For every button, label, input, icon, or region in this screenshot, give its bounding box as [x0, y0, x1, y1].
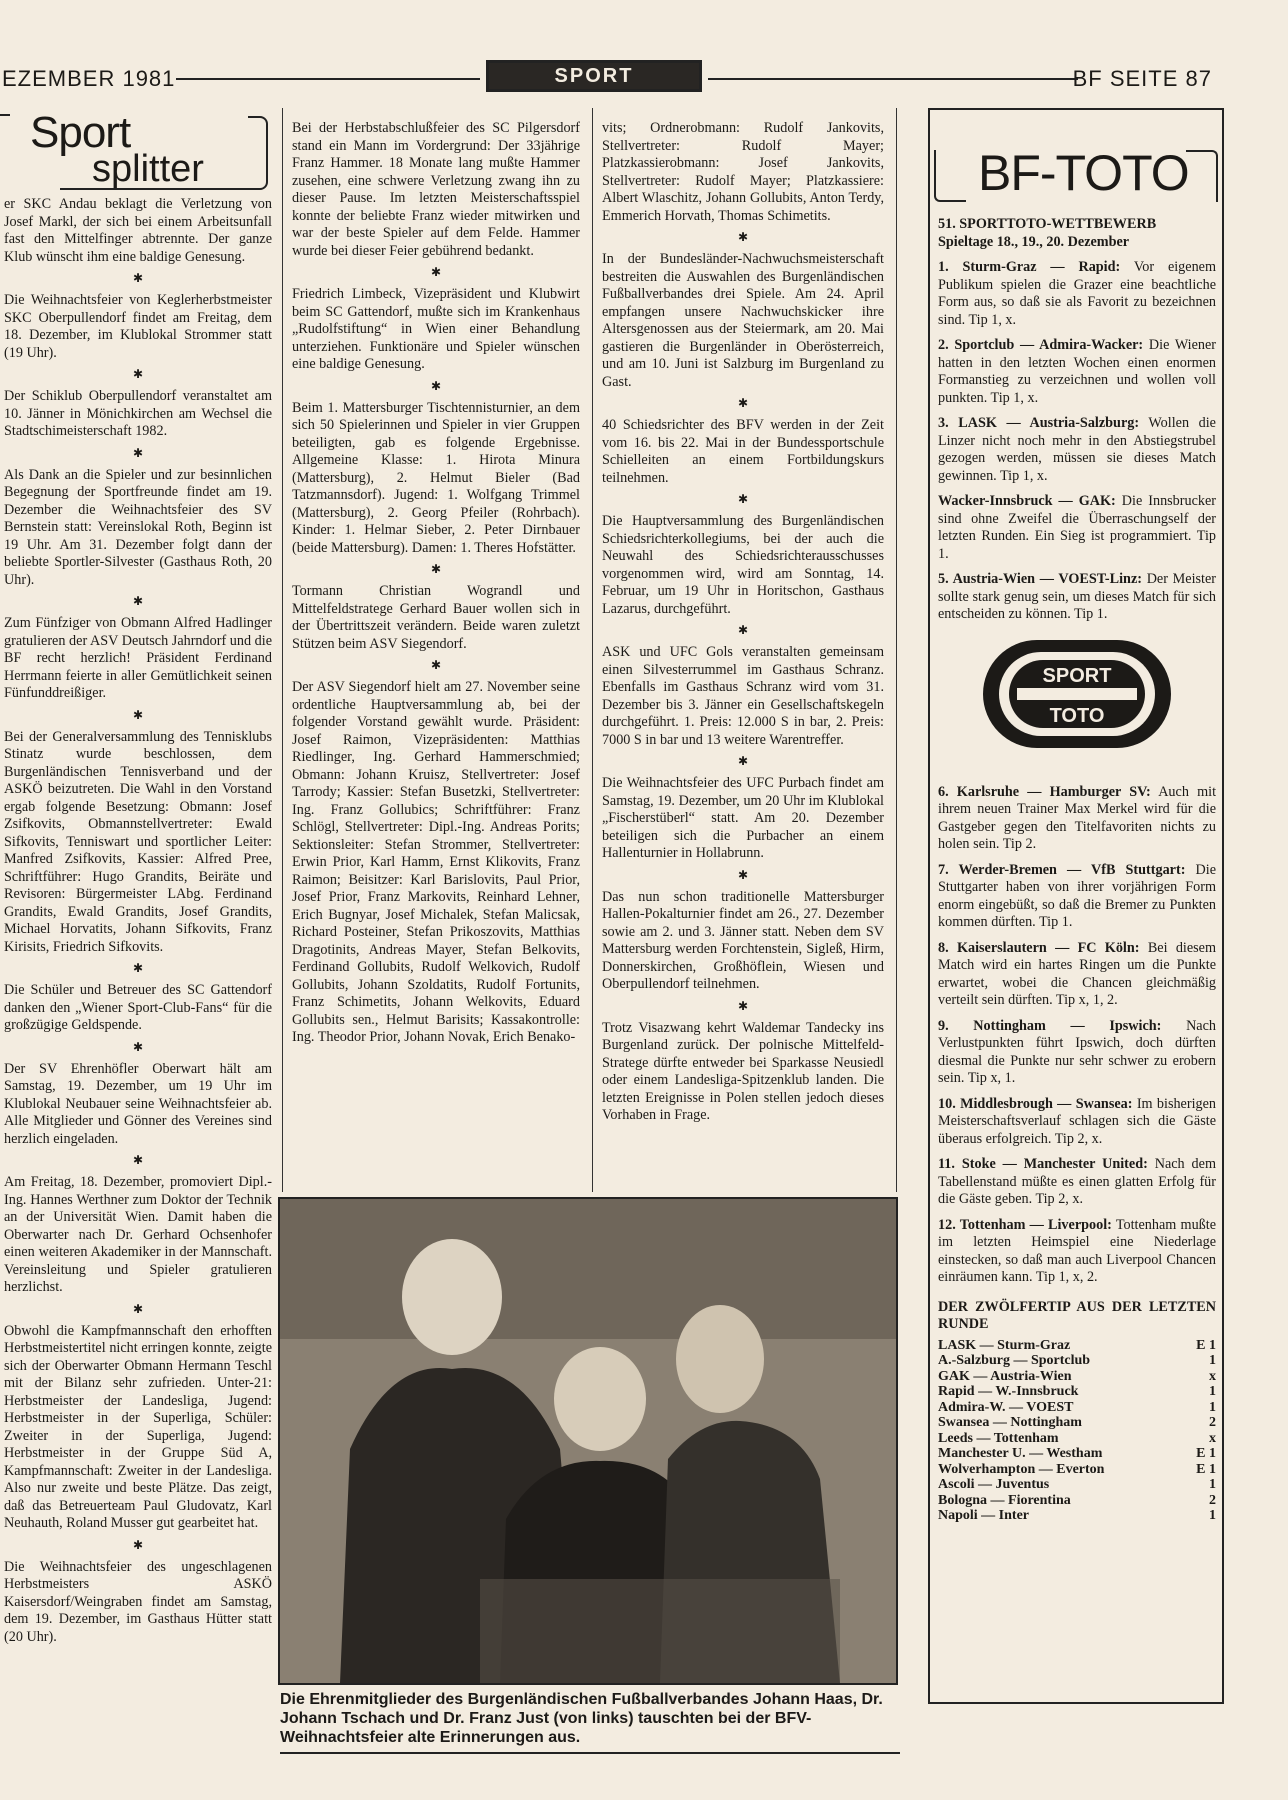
- toto-game: [938, 862, 1216, 932]
- separator-star: ✱: [132, 445, 144, 460]
- separator-star: ✱: [132, 1537, 144, 1552]
- separator-star: ✱: [132, 594, 144, 608]
- header-rule-right: [708, 78, 1078, 80]
- separator-star: ✱: [430, 658, 442, 672]
- tip-result: E 1: [1196, 1337, 1216, 1353]
- tip-result: 1: [1209, 1353, 1216, 1368]
- toto-game: [938, 259, 1216, 329]
- article: Bei der Herbstabschlußfeier des SC Pilgersdorf stand ein Mann im Vordergrund: Der 33jährige Franz Hammer. 18 Monate lang mußte Hammer zusehen, eine schwere Verletzung zwang ihn zu dieser Pause. Im letzten Meisterschaftsspiel konnte der beliebte Franz wieder mitwirken und war der beste Spieler auf dem Felde. Hammer wurde bei dieser Feier gebührend bedankt.: [292, 120, 580, 259]
- tip-game: Napoli — Inter: [938, 1508, 1029, 1523]
- caption-rule: [280, 1752, 900, 1754]
- photo-caption: Die Ehrenmitglieder des Burgenländischen Fußballverbandes Johann Haas, Dr. Johann Tschach und Dr. Franz Just (von links) tauschten bei der BFV-Weihnachtsfeier alte Erinnerungen aus.: [280, 1691, 883, 1746]
- header-rule-left: [176, 78, 480, 80]
- section-title: SPORT: [554, 65, 634, 87]
- sport-toto-logo: [977, 634, 1177, 754]
- toto-game: [938, 1217, 1216, 1287]
- article: In der Bundesländer-Nachwuchsmeisterschaft bestreiten die Auswahlen des Burgenländischen Fußballverbandes drei Spiele. Am 24. April empfangen unsere Nachwuchskicker ihre Altersgenossen aus der Steiermark, am 20. Mai gastieren die Burgenländer in Oberösterreich, und am 10. Juni ist Salzburg im Burgenland zu Gast.: [602, 251, 884, 390]
- toto-game: [938, 337, 1216, 407]
- toto-game-text: Die Wiener hatten in den letzten Wochen einen enormen Formanstieg zu verzeichnen und wollen voll punkten. Tip 1, x.: [938, 337, 1217, 406]
- toto-game-match: 11. Stoke — Manchester United:: [938, 1156, 1148, 1172]
- separator-star: ✱: [132, 961, 144, 975]
- table-row: [938, 1400, 1216, 1416]
- separator-star: ✱: [430, 265, 442, 279]
- toto-game: [938, 571, 1216, 624]
- separator-star: ✱: [132, 1301, 144, 1316]
- table-row: [938, 1415, 1216, 1431]
- column-rule: [896, 108, 897, 1192]
- separator-star: ✱: [132, 1039, 144, 1054]
- photo-image: [280, 1199, 896, 1683]
- table-row: [938, 1431, 1216, 1447]
- toto-game-text: Tottenham mußte im letzten Heimspiel eine Niederlage einstecken, so daß man auch Liverpool Chancen einräumen kann. Tip 1, x, 2.: [938, 1216, 1216, 1285]
- section-banner: [486, 60, 702, 92]
- separator-star: ✱: [737, 230, 749, 244]
- tip-game: A.-Salzburg — Sportclub: [938, 1353, 1091, 1368]
- column-3: [602, 120, 884, 1128]
- tip-game: Rapid — W.-Innsbruck: [938, 1384, 1079, 1399]
- toto-heading: [934, 142, 1220, 202]
- article: Der Schiklub Oberpullendorf veranstaltet am 10. Jänner in Mönichkirchen am Wechsel die Stadtschimeisterschaft 1982.: [4, 388, 272, 439]
- sportsplitter-heading: [0, 108, 268, 190]
- tip-result: 1: [1209, 1508, 1216, 1523]
- tip-result: E 1: [1196, 1446, 1216, 1461]
- toto-game-match: 9. Nottingham — Ipswich:: [938, 1017, 1162, 1034]
- toto-game-text: Die Innsbrucker sind ohne Zweifel die Überraschungself der letzten Runden. Ein Sieg ist programmiert. Tip 1.: [938, 493, 1217, 562]
- separator-star: ✱: [737, 998, 749, 1013]
- column-rule: [592, 108, 593, 1192]
- separator-star: ✱: [430, 378, 442, 393]
- tip-result: 1: [1209, 1384, 1216, 1399]
- toto-game-match: 1. Sturm-Graz — Rapid:: [938, 259, 1121, 275]
- separator-star: ✱: [430, 562, 442, 576]
- tip-heading: DER ZWÖLFERTIP AUS DER LETZTEN RUNDE: [938, 1298, 1216, 1332]
- tip-game: Leeds — Tottenham: [938, 1430, 1059, 1446]
- tip-result: 2: [1209, 1492, 1216, 1508]
- toto-title: 51. SPORTTOTO-WETTBEWERB: [938, 216, 1157, 232]
- article: Am Freitag, 18. Dezember, promoviert Dipl.-Ing. Hannes Werthner zum Doktor der Technik an der Universität Wien. Damit haben die Oberwarter nach Dr. Gerhard Ochsenhofer einen weiteren Akademiker in der Mannschaft. Vereinsleitung und Spieler gratulieren herzlichst.: [4, 1174, 272, 1295]
- header-page-number: BF SEITE 87: [1072, 66, 1212, 91]
- toto-game-text: Wollen die Linzer nicht noch mehr in den Abstiegstrubel gezogen werden, müssen sie dieses Match gewinnen. Tip 1, x.: [938, 415, 1216, 484]
- separator-star: ✱: [132, 1153, 144, 1167]
- tip-game: Ascoli — Juventus: [938, 1477, 1050, 1492]
- article: vits; Ordnerobmann: Rudolf Jankovits, Stellvertreter: Rudolf Mayer; Platzkassierobmann: Josef Jankovits, Stellvertreter: Rudolf Mayer; Platzkassiere: Albert Wlaschitz, Johann Gollubits, Anton Terdy, Emmerich Horvath, Thomas Schimetits.: [602, 120, 884, 224]
- toto-game-match: 2. Sportclub — Admira-Wacker:: [938, 337, 1144, 353]
- table-row: [938, 1446, 1216, 1462]
- separator-star: ✱: [132, 367, 144, 381]
- toto-game: [938, 1156, 1216, 1209]
- logo-text-bottom: TOTO: [1049, 704, 1105, 727]
- column-2: [292, 120, 580, 1050]
- article: Tormann Christian Wograndl und Mittelfeldstratege Gerhard Bauer wollen sich in der Übertrittszeit verändern. Beide waren zuletzt Stützen beim ASV Siegendorf.: [292, 583, 580, 652]
- toto-game: [938, 940, 1216, 1010]
- separator-star: ✱: [737, 492, 749, 506]
- article: Der ASV Siegendorf hielt am 27. November seine ordentliche Hauptversammlung ab, bei der folgender Vorstand gewählt wurde. Präsident: Josef Raimon, Vizepräsidenten: Matthias Riedlinger, Ing. Gerhard Hammerschmied; Obmann: Johann Kruisz, Stellvertreter: Josef Tarrody; Kassier: Stefan Busetzki, Stellvertreter: Ing. Franz Gollubics; Schriftführer: Franz Schlögl, Stellvertreter: Dipl.-Ing. Andreas Porits; Sektionsleiter: Stefan Strommer, Stellvertreter: Erwin Prior, Karl Hamm, Ernst Klikovits, Franz Raimon; Beisitzer: Karl Barislovits, Paul Prior, Josef Prior, Franz Markovits, Reinhard Lehner, Erich Bugnyar, Josef Michalek, Stefan Malicsak, Richard Posteiner, Stefan Prikoszovits, Matthias Dragotinits, Andreas Mayer, Stefan Belkovits, Ferdinand Gollubits, Rudolf Welkovich, Rudolf Gollubits, Johann Szoldatits, Rudolf Fortunits, Franz Schimetits, Johann Welkovits, Eduard Gollubits sen., Helmut Barisits; Kassakontrolle: Ing. Theodor Prior, Johann Novak, Erich Benako-: [292, 679, 580, 1045]
- toto-game: [938, 1096, 1216, 1149]
- table-row: [938, 1477, 1216, 1493]
- table-row: [938, 1493, 1216, 1509]
- toto-game: [938, 493, 1216, 563]
- article: Die Weihnachtsfeier des UFC Purbach findet am Samstag, 19. Dezember, um 20 Uhr im Klublokal „Fischerstüberl“ statt. Am 20. Dezember beteiligen sich die Purbacher an einem Hallenturnier in Hollabrunn.: [602, 775, 884, 861]
- toto-game: [938, 415, 1216, 485]
- tip-result: x: [1209, 1430, 1216, 1446]
- toto-game-match: 7. Werder-Bremen — VfB Stuttgart:: [938, 861, 1186, 878]
- heading-line2: splitter: [92, 148, 204, 190]
- tip-result: 1: [1209, 1399, 1216, 1415]
- article: Die Weihnachtsfeier von Keglerherbstmeister SKC Oberpullendorf findet am Freitag, dem 18. Dezember, im Klublokal Strommer statt (19 Uhr).: [4, 292, 272, 361]
- toto-game-match: 12. Tottenham — Liverpool:: [938, 1216, 1112, 1233]
- table-row: [938, 1508, 1216, 1524]
- column-rule: [282, 108, 283, 1192]
- toto-game-text: Bei diesem Match wird ein hartes Ringen um die Punkte erwartet, wobei die Chancen gleichmäßig verteilt sein dürften. Tip x, 1, 2.: [938, 939, 1217, 1008]
- toto-game-match: 6. Karlsruhe — Hamburger SV:: [938, 783, 1151, 800]
- separator-star: ✱: [132, 707, 144, 722]
- tip-game: Admira-W. — VOEST: [938, 1399, 1074, 1415]
- tip-game: LASK — Sturm-Graz: [938, 1337, 1071, 1353]
- toto-game-text: Nach Verlustpunkten führt Ipswich, doch dürften diesmal die Punkte nur sehr schwer zu erobern sein. Tip x, 1.: [938, 1017, 1216, 1086]
- toto-game-match: 10. Middlesbrough — Swansea:: [938, 1095, 1133, 1112]
- toto-game-text: Die Stuttgarter haben von ihrer vorjährigen Form enorm eingebüßt, so daß die Bremer zu Punkten kommen dürften. Tip 1.: [938, 861, 1217, 930]
- toto-game: [938, 1018, 1216, 1088]
- tip-game: Swansea — Nottingham: [938, 1415, 1082, 1430]
- photo: [278, 1197, 898, 1685]
- article: Die Weihnachtsfeier des ungeschlagenen Herbstmeisters ASKÖ Kaisersdorf/Weingraben findet am Samstag, dem 19. Dezember, im Gasthaus Hütter statt (20 Uhr).: [4, 1558, 272, 1645]
- table-row: [938, 1369, 1216, 1385]
- tip-game: Bologna — Fiorentina: [938, 1492, 1071, 1508]
- logo-text-top: SPORT: [1042, 664, 1112, 687]
- table-row: [938, 1462, 1216, 1478]
- tip-result: E 1: [1196, 1461, 1216, 1477]
- table-row: [938, 1384, 1216, 1400]
- tip-table: [938, 1338, 1216, 1524]
- toto-game-text: Auch mit ihrem neuen Trainer Max Merkel wird für die Gastgeber gegen den Titelfavoriten nichts zu holen sein. Tip 2.: [938, 783, 1217, 852]
- article: er SKC Andau beklagt die Verletzung von Josef Markl, der sich bei einem Arbeitsunfall fast den Mittelfinger abtrennte. Der ganze Klub wünscht ihm eine baldige Genesung.: [4, 196, 272, 265]
- toto-game: [938, 784, 1216, 854]
- tip-game: Wolverhampton — Everton: [938, 1461, 1105, 1477]
- article: Obwohl die Kampfmannschaft den erhofften Herbstmeistertitel nicht erringen konnte, zeigte sich der Oberwarter Obmann Hermann Teschl mit der Bilanz sehr zufrieden. Unter-21: Herbstmeister der Landesliga, Jugend: Herbstmeister in der Superliga, Schüler: Zweiter in der Superliga, Jugend: Herbstmeister in der Gruppe Süd A, Kampfmannschaft: Zweiter in der Landesliga. Also nur zweite und beste Plätze. Das zeigt, daß das Betreuerteam Paul Gludovatz, Karl Neuhauth, Roland Musser gut gearbeitet hat.: [4, 1322, 272, 1531]
- toto-heading-text: BF-TOTO: [978, 145, 1189, 201]
- separator-star: ✱: [737, 623, 749, 637]
- article: Zum Fünfziger von Obmann Alfred Hadlinger gratulieren der ASV Deutsch Jahrndorf und die BF recht herzlich! Präsident Ferdinand Herrmann feierte in aller Gemütlichkeit seinen Fünfunddreißiger.: [4, 615, 272, 701]
- tip-result: 1: [1209, 1477, 1216, 1492]
- article: Als Dank an die Spieler und zur besinnlichen Begegnung der Sportfreunde findet am 19. Dezember die Weihnachtsfeier des SV Bernstein statt: Vereinslokal Roth, Beginn ist 19 Uhr. Am 31. Dezember folgt dann der beliebte Sportler-Silvester (Gasthaus Roth, 20 Uhr).: [4, 466, 272, 588]
- column-1: [4, 196, 272, 1649]
- tip-game: Manchester U. — Westham: [938, 1446, 1103, 1461]
- article: Trotz Visazwang kehrt Waldemar Tandecky ins Burgenland zurück. Der polnische Mittelfeld-Stratege dürfte entweder bei Sparkasse Neusiedl oder einem Landesliga-Spitzenklub landen. Die letzten Ereignisse in Polen stellen jedoch dieses Vorhaben in Frage.: [602, 1019, 884, 1123]
- separator-star: ✱: [132, 271, 144, 285]
- separator-star: ✱: [737, 867, 749, 882]
- tip-result: x: [1209, 1368, 1216, 1384]
- article: ASK und UFC Gols veranstalten gemeinsam einen Silvesterrummel im Gasthaus Schranz. Ebenfalls im Gasthaus Schranz wird vom 31. Dezember bis 3. Jänner ein Gesellschaftskegeln durchgeführt. 1. Preis: 12.000 S in bar, 2. Preis: 7000 S in bar und 13 weitere Warentreffer.: [602, 644, 884, 748]
- toto-game-text: Vor eigenem Publikum spielen die Grazer eine beachtliche Form aus, so daß sie als Favorit zu bezeichnen sind. Tip 1, x.: [938, 259, 1217, 328]
- toto-game-match: 5. Austria-Wien — VOEST-Linz:: [938, 571, 1142, 587]
- tip-result: 2: [1209, 1415, 1216, 1430]
- separator-star: ✱: [737, 754, 749, 768]
- article: Bei der Generalversammlung des Tennisklubs Stinatz wurde beschlossen, dem Burgenländischen Tennisverband und der ASKÖ beizutreten. Die Wahl in den Vorstand ergab folgende Besetzung: Obmann: Josef Zsifkovits, Obmannstellvertreter: Ewald Sifkovits, Tenniswart und sportlicher Leiter: Manfred Zsifkovits, Kassier: Alfred Pree, Schriftführer: Hugo Grandits, Beiräte und Revisoren: Bürgermeister LAbg. Ferdinand Grandits, Ewald Grandits, Josef Grandits, Michael Horvatits, Johann Sifkovits, Franz Kirisits, Friedrich Sifkovits.: [4, 728, 272, 955]
- table-row: [938, 1353, 1216, 1369]
- article: 40 Schiedsrichter des BFV werden in der Zeit vom 16. bis 22. Mai in der Bundessportschule Schielleiten an einem Fortbildungskurs teilnehmen.: [602, 417, 884, 486]
- table-row: [938, 1338, 1216, 1354]
- toto-game-match: 3. LASK — Austria-Salzburg:: [938, 415, 1140, 431]
- page-header: [0, 60, 1288, 96]
- toto-game-text: Im bisherigen Meisterschaftsverlauf schlagen sich die Gäste überaus erfolgreich. Tip 2, x.: [938, 1095, 1217, 1147]
- header-date: EZEMBER 1981: [2, 66, 176, 91]
- heading-line1: Sport: [30, 108, 131, 157]
- toto-game-match: Wacker-Innsbruck — GAK:: [938, 493, 1116, 509]
- toto-subtitle: Spieltage 18., 19., 20. Dezember: [938, 233, 1130, 250]
- toto-column: [938, 216, 1216, 1524]
- article: Friedrich Limbeck, Vizepräsident und Klubwirt beim SC Gattendorf, mußte sich im Krankenhaus „Rudolfstiftung“ in Wien einer Behandlung unterziehen. Funktionäre und Spieler wünschen eine baldige Genesung.: [292, 286, 580, 372]
- separator-star: ✱: [737, 396, 749, 410]
- tip-game: GAK — Austria-Wien: [938, 1368, 1072, 1384]
- article: Das nun schon traditionelle Mattersburger Hallen-Pokalturnier findet am 26., 27. Dezember sowie am 2. und 3. Jänner statt. Neben dem SV Mattersburg werden Forchtenstein, Sigleß, Hirm, Donnerskirchen, Großhöflein, Wiesen und Oberpullendorf teilnehmen.: [602, 888, 884, 992]
- article: Die Hauptversammlung des Burgenländischen Schiedsrichterkollegiums, bei der auch die Neuwahl des Schiedsrichterausschusses vorgenommen wird, wird am Sonntag, 14. Februar, um 19 Uhr in Horitschon, Gasthaus Lazarus, durchgeführt.: [602, 513, 884, 617]
- article: Die Schüler und Betreuer des SC Gattendorf danken den „Wiener Sport-Club-Fans“ für die großzügige Geldspende.: [4, 982, 272, 1033]
- article: Der SV Ehrenhöfler Oberwart hält am Samstag, 19. Dezember, um 19 Uhr im Klublokal Neubauer seine Weihnachtsfeier ab. Alle Mitglieder und Gönner des Vereines sind herzlich eingeladen.: [4, 1060, 272, 1147]
- toto-game-match: 8. Kaiserslautern — FC Köln:: [938, 939, 1140, 956]
- article: Beim 1. Mattersburger Tischtennisturnier, an dem sich 50 Spielerinnen und Spieler in vier Gruppen beteiligten, gab es folgende Ergebnisse. Allgemeine Klasse: 1. Hirota Minura (Mattersburg), 2. Helmut Bieler (Bad Tatzmannsdorf). Jugend: 1. Wolfgang Trimmel (Mattersburg), 2. Georg Pfeiler (Rohrbach). Kinder: 1. Helmar Sieber, 2. Peter Dirnbauer (beide Mattersburg). Damen: 1. Theres Hofstätter.: [292, 399, 580, 556]
- toto-game-text: Nach dem Tabellenstand müßte es einen glatten Erfolg für die Gäste geben. Tip 2, x.: [938, 1156, 1216, 1207]
- toto-game-text: Der Meister sollte stark genug sein, um dieses Match für sich entscheiden zu können. Tip 1.: [938, 571, 1217, 622]
